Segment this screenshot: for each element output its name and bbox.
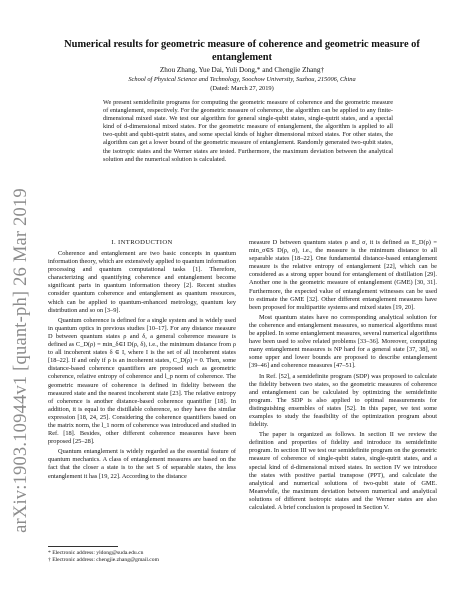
left-column (48, 250, 236, 483)
paper-date: (Dated: March 27, 2019) (210, 85, 274, 92)
abstract: We present semidefinite programs for computing the geometric measure of coherence and the geometric measure of entanglement, respectively. For the geometric measure of coherence, the algorithm can be applied to any finite-dimensional mixed state. We test our algorithm for general single-qubit states, single-qutrit states, and a special kind of d-dimensional mixed states. For the geometric measure of entanglement, the algorithm is applied to all two-qubit and qubit-qutrit states, and some special kinds of higher dimensional mixed states. For other states, the algorithm can get a lower bound of the geometric measure of entanglement. Randomly generated two-qubit states, the isotropic states and the Werner states are tested. Furthermore, the maximum deviation between the analytical solution and the numerical solution is calculated. (103, 99, 393, 163)
footnotes (48, 550, 236, 564)
footnote-divider (48, 546, 118, 547)
paragraph: In Ref. [52], a semidefinite program (SDP) was proposed to calculate the fidelity between two states, so the geometric measures of coherence and entanglement can be calculated by optimizing the semidefinite program. The SDP is also applied to optimal measurements for distinguishing ensembles of states [52]. In this paper, we test some examples to study the feasibility of the optimization program about fidelity. (249, 372, 437, 429)
paragraph: The paper is organized as follows. In section II we review the definition and properties of fidelity and introduce its semidefinite program. In section III we test our semidefinite program on the geometric measure of coherence of single-qubit states, single-qutrit states, and a special kind of d-dimensional mixed states. In section IV we introduce the states with positive partial transpose (PPT), and calculate the analytical and numerical solutions of two-qubit state of GME. Meanwhile, the maximum deviation between numerical and analytical solutions of different isotropic states and the Werner states are also calculated. A brief conclusion is proposed in Section V. (249, 431, 437, 511)
paper-title: Numerical results for geometric measure of coherence and geometric measure of entanglement (64, 39, 420, 63)
author-list: Zhou Zhang, Yue Dai, Yuli Dong,* and Chengjie Zhang† (159, 66, 325, 74)
right-column (249, 239, 437, 514)
author-affiliation: School of Physical Science and Technology, Soochow University, Suzhou, 215006, China (128, 76, 356, 83)
paragraph: Coherence and entanglement are two basic concepts in quantum information theory, which are extensively applied to quantum information processing and quantum computational tasks [1]. Therefore, characterizing and quantifying coherence and entanglement become significant parts in quantum information theory [2]. Recent studies consider quantum coherence and entanglement as quantum resources, which can be applied to quantum-enhanced metrology, quantum key distribution and so on [3–9]. (48, 250, 236, 314)
paragraph: Quantum entanglement is widely regarded as the essential feature of quantum mechanics. A class of entanglement measures are based on the fact that the closer a state is to the set S of separable states, the less entanglement it has [19, 22]. According to the distance (48, 448, 236, 480)
footnote-email-zhang: † Electronic address: chengjie.zhang@gmail.com (48, 557, 159, 564)
paragraph: Quantum coherence is defined for a single system and is widely used in quantum optics in previous studies [10–17]. For any distance measure D between quantum states ρ and δ, a general coherence measure is defined as C_D(ρ) = min_δ∈I D(ρ, δ), i.e., the minimum distance from ρ to all incoherent states δ ∈ I, where I is the set of all incoherent states [18–22]. If and only if ρ is an incoherent states, C_D(ρ) = 0. Then, some distance-based coherence quantifiers are proposed such as geometric coherence, relative entropy of coherence and l_p norm of coherence. The geometric measure of coherence is defined in fidelity between the measured state and the nearest incoherent state [23]. The relative entropy of coherence is another distance-based coherence quantifier [18]. In addition, it is equal to the distillable coherence, so they have the similar expression [18, 24, 25]. Considering the coherence quantifiers based on the matrix norm, the l_1 norm of coherence was introduced and studied in Ref. [18]. Besides, other different coherence measures have been proposed [25–28]. (48, 316, 236, 446)
arxiv-identifier-stamp (8, 150, 34, 570)
paragraph: Most quantum states have no corresponding analytical solution for the coherence and entanglement measures, so numerical algorithms must be applied. In some entanglement measures, several numerical algorithms have been used to solve related problems [33–36]. Moreover, computing many entanglement measures is NP hard for a general state [37, 38], so some upper and lower bounds are proposed to describe entanglement [39–46] and coherence measures [47–51]. (249, 313, 437, 370)
paragraph: measure D between quantum states ρ and σ, it is defined as E_D(ρ) = min_σ∈S D(ρ, σ), i.e., the measure is the minimum distance to all separable states [18–22]. One fundamental distance-based entanglement measure is the relative entropy of entanglement [22], which can be considered as a strong upper bound for entanglement of distillation [29]. Another one is the geometric measure of entanglement (GME) [30, 31]. Furthermore, the expected value of entanglement witnesses can be used to estimate the GME [32]. Other different entanglement measures have been proposed for multipartite systems and mixed states [19, 20]. (249, 239, 437, 311)
section-heading-introduction: I. INTRODUCTION (111, 239, 173, 246)
footnote-email-dong: * Electronic address: yldong@suda.edu.cn (48, 550, 144, 556)
arxiv-identifier-text: arXiv:1903.10944v1 [quant-ph] 26 Mar 2019 (10, 187, 31, 533)
